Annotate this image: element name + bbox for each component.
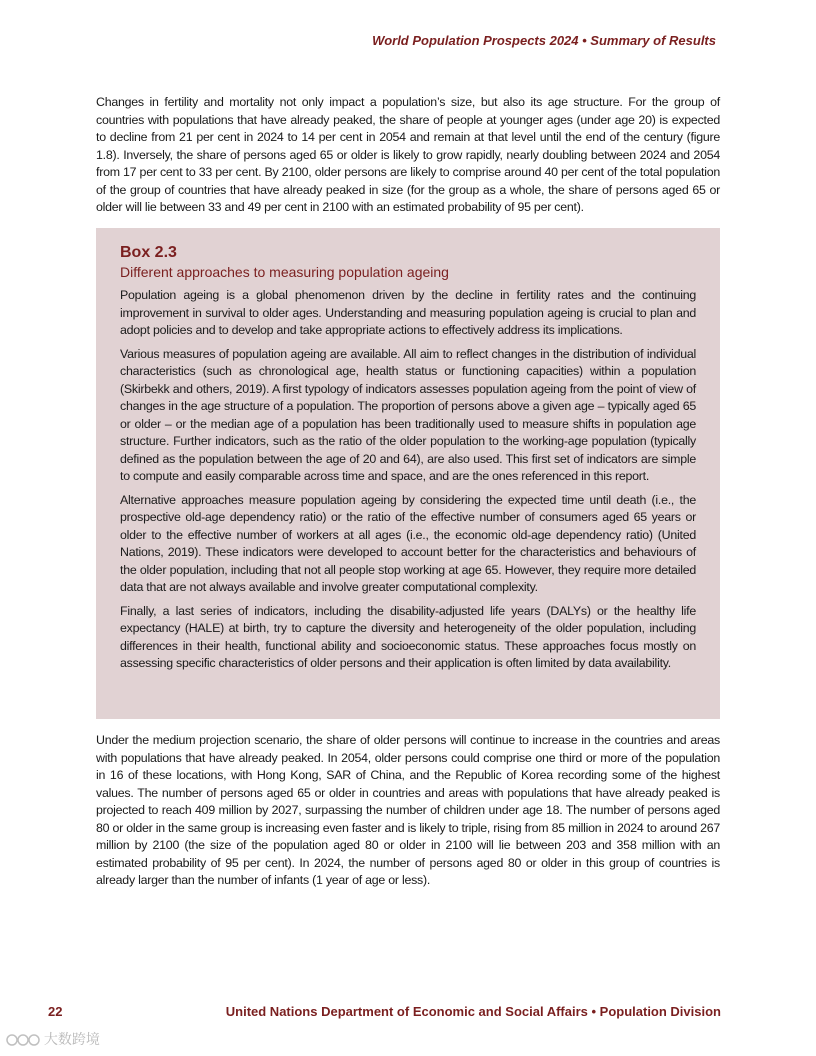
watermark-logo-icon bbox=[6, 1033, 40, 1047]
closing-paragraph: Under the medium projection scenario, the share of older persons will continue to increase in the countries and areas with populations that have already peaked. In 2054, older persons could comprise one third or more of the population in 16 of these locations, with Hong Kong, SAR of China, and the Republic of Korea recording some of the highest values. The number of persons aged 65 or older in countries and areas with populations that have already peaked is projected to reach 409 million by 2027, surpassing the number of children under age 18. The number of persons aged 80 or older in the same group is increasing even faster and is likely to triple, rising from 85 million in 2024 to around 267 million by 2100 (the size of the population aged 80 or older in 2100 will lie between 203 and 358 million with an estimated probability of 95 per cent). In 2024, the number of persons aged 80 or older in this group of countries is already larger than the number of infants (1 year of age or less). bbox=[96, 733, 720, 887]
box-paragraph: Population ageing is a global phenomenon driven by the decline in fertility rates and the continuing improvement in survival to older ages. Understanding and measuring population ageing is crucial to plan and adopt policies and to develop and take appropriate actions to effectively address its implications. bbox=[120, 288, 696, 337]
watermark bbox=[6, 1029, 100, 1049]
intro-paragraph: Changes in fertility and mortality not only impact a population’s size, but also its age structure. For the group of countries with populations that have already peaked, the share of people at younger ages (under age 20) is expected to decline from 21 per cent in 2024 to 14 per cent in 2054 and remain at that level until the end of the century (figure 1.8). Inversely, the share of persons aged 65 or older is likely to grow rapidly, nearly doubling between 2024 and 2054 from 17 per cent to 33 per cent. By 2100, older persons are likely to comprise around 40 per cent of the total population of the group of countries that have already peaked in size (for the group as a whole, the share of persons aged 65 or older will lie between 33 and 49 per cent in 2100 with an estimated probability of 95 per cent). bbox=[96, 95, 720, 214]
watermark-text: 大数跨境 bbox=[43, 1031, 100, 1047]
box-title: Box 2.3 bbox=[120, 244, 177, 261]
box-paragraph: Alternative approaches measure population ageing by considering the expected time until death (i.e., the prospective old-age dependency ratio) or the ratio of the effective number of consumers aged 65 years or older to the effective number of workers at all ages (i.e., the economic old-age dependency ratio) (United Nations, 2019). These indicators were developed to account better for the characteristics and behaviours of the older population, including that not all people stop working at age 65. However, they require more detailed data that are not always available and involve greater computational complexity. bbox=[120, 492, 696, 594]
box-paragraph: Finally, a last series of indicators, including the disability-adjusted life years (DALYs) or the healthy life expectancy (HALE) at birth, try to capture the diversity and heterogeneity of the older population, including differences in their health, functional ability and socioeconomic status. These approaches focus mostly on assessing specific characteristics of older persons and their application is often limited by data availability. bbox=[120, 603, 696, 670]
running-header: World Population Prospects 2024 • Summary of Results bbox=[372, 33, 716, 48]
box-subtitle: Different approaches to measuring population ageing bbox=[120, 264, 449, 280]
box-2-3 bbox=[96, 228, 720, 719]
box-paragraph: Various measures of population ageing are available. All aim to reflect changes in the distribution of individual characteristics (such as chronological age, health status or functioning capacities) within a population (Skirbekk and others, 2019). A first typology of indicators assesses population ageing from the point of view of changes in the age structure of a population. The proportion of persons above a given age – typically aged 65 or older – or the median age of a population has been traditionally used to measure shifts in population age structure. Further indicators, such as the ratio of the older population to the working-age population (typically defined as the population between the age of 20 and 64), are also used. This first set of indicators are simple to compute and easily comparable across time and space, and are the ones referenced in this report. bbox=[120, 346, 696, 483]
page-number: 22 bbox=[48, 1004, 63, 1019]
running-footer: United Nations Department of Economic and Social Affairs • Population Division bbox=[225, 1004, 721, 1019]
